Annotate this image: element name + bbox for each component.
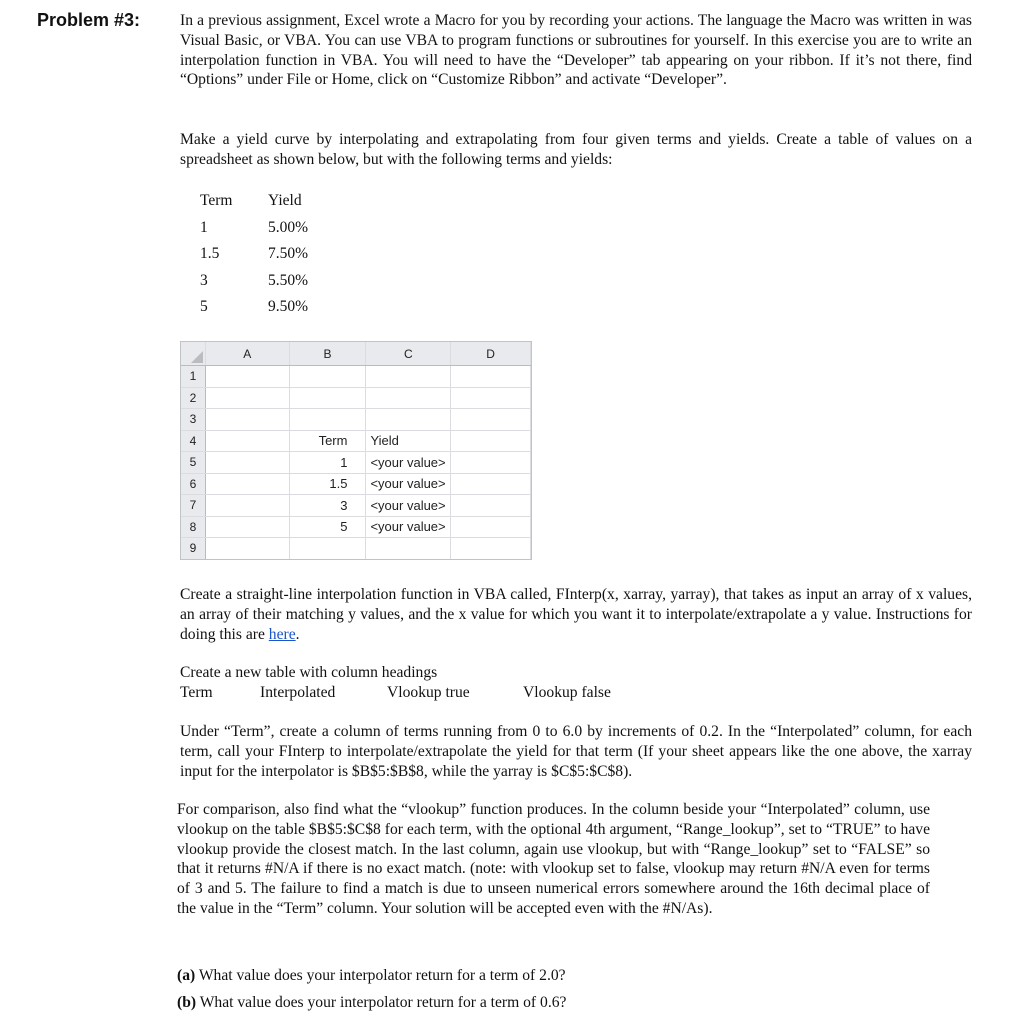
- row-number: 7: [181, 495, 205, 517]
- question-b-label: (b): [177, 994, 197, 1011]
- problem-intro: In a previous assignment, Excel wrote a Macro for you by recording your actions. The language the Macro was written in was Visual Basic, or VBA. You can use VBA to program functions or subroutines for yourself. In this exercise you are to write an interpolation function in VBA. You will need to have the “Developer” tab appearing on your ribbon. If it’s not there, find “Options” under File or Home, click on “Customize Ribbon” and activate “Developer”.: [180, 12, 972, 89]
- column-header-c: C: [366, 342, 451, 366]
- row-number: 2: [181, 387, 205, 409]
- row-number: 9: [181, 538, 205, 559]
- corner-triangle-icon: [191, 351, 203, 363]
- row-number: 5: [181, 452, 205, 474]
- heading-vlookup-true: Vlookup true: [387, 684, 470, 701]
- yield-term-cell: 1.5: [200, 245, 220, 263]
- spreadsheet-grid: [181, 342, 531, 559]
- row-number: 3: [181, 409, 205, 431]
- cell-yield: <your value>: [366, 495, 451, 517]
- select-all-corner: [181, 342, 205, 366]
- function-paragraph: [180, 585, 972, 644]
- cell-yield: <your value>: [366, 516, 451, 538]
- cell-term-header: Term: [289, 430, 366, 452]
- column-header-b: B: [289, 342, 366, 366]
- cell-yield-header: Yield: [366, 430, 451, 452]
- cell-term: 3: [289, 495, 366, 517]
- sheet-row: [181, 452, 531, 474]
- sheet-row: [181, 538, 531, 559]
- yield-table-header-term: Term: [200, 192, 233, 210]
- heading-vlookup-false: Vlookup false: [523, 684, 611, 701]
- yield-table-row: [200, 241, 308, 268]
- column-header-d: D: [451, 342, 531, 366]
- function-end: .: [295, 625, 300, 643]
- task-paragraph: Make a yield curve by interpolating and extrapolating from four given terms and yields. Create a table of values on a spreadsheet as shown below, but with the following terms and yields:: [180, 131, 972, 168]
- yield-table-row: [200, 268, 308, 295]
- heading-term: Term: [180, 684, 213, 701]
- term-paragraph: Under “Term”, create a column of terms running from 0 to 6.0 by increments of 0.2. In the “Interpolated” column, for each term, call your FInterp to interpolate/extrapolate the yield for that term (If your sheet appears like the one above, the xarray input for the interpolator is $B$5:$B$8, while the yarray is $C$5:$C$8).: [180, 723, 972, 780]
- vlookup-paragraph: For comparison, also find what the “vlookup” function produces. In the column beside your “Interpolated” column, use vlookup on the table $B$5:$C$8 for each term, with the optional 4th argument, “Range_lookup”, set to “TRUE” to have vlookup provide the closest match. In the last column, again use vlookup, but with “Range_lookup” set to “FALSE” so that it returns #N/A if there is no exact match. (note: with vlookup set to false, vlookup may return #N/A even for terms of 3 and 5. The failure to find a match is due to unseen numerical errors somewhere around the 16th decimal place of the value in the “Term” column. Your solution will be accepted even with the #N/As).: [177, 801, 930, 917]
- sheet-row: [181, 387, 531, 409]
- yield-table: [200, 188, 308, 321]
- problem-title: Problem #3:: [37, 10, 141, 30]
- cell-term: 1: [289, 452, 366, 474]
- sheet-row: [181, 516, 531, 538]
- yield-value-cell: 7.50%: [268, 245, 309, 263]
- yield-value-cell: 9.50%: [268, 298, 309, 316]
- function-text: Create a straight-line interpolation function in VBA called, FInterp(x, xarray, yarray), that takes as input an array of x values, an array of their matching y values, and the x value for which you want it to interpolate/extrapolate a y value. Instructions for doing this are: [180, 586, 972, 643]
- question-b-text: What value does your interpolator return for a term of 0.6?: [199, 994, 567, 1011]
- cell-yield: <your value>: [366, 452, 451, 474]
- cell-yield: <your value>: [366, 473, 451, 495]
- row-number: 1: [181, 366, 205, 388]
- yield-term-cell: 5: [200, 298, 208, 316]
- question-a-label: (a): [177, 967, 196, 984]
- sheet-row: [181, 366, 531, 388]
- yield-value-cell: 5.00%: [268, 218, 309, 236]
- yield-table-header-yield: Yield: [268, 192, 302, 210]
- yield-table-row: [200, 215, 308, 242]
- row-number: 4: [181, 430, 205, 452]
- question-a: [177, 967, 566, 985]
- cell-term: 5: [289, 516, 366, 538]
- yield-term-cell: 3: [200, 271, 208, 289]
- question-b: [177, 994, 566, 1012]
- new-table-intro: Create a new table with column headings: [180, 664, 438, 681]
- new-table-headings: [180, 683, 800, 703]
- yield-value-cell: 5.50%: [268, 271, 309, 289]
- sheet-row: [181, 430, 531, 452]
- sheet-row: [181, 495, 531, 517]
- heading-interpolated: Interpolated: [260, 684, 336, 701]
- question-a-text: What value does your interpolator return for a term of 2.0?: [198, 967, 566, 984]
- yield-table-row: [200, 294, 308, 321]
- cell-term: 1.5: [289, 473, 366, 495]
- yield-term-cell: 1: [200, 218, 208, 236]
- here-link[interactable]: here: [268, 625, 296, 643]
- spreadsheet-image: [180, 341, 532, 560]
- column-header-a: A: [205, 342, 289, 366]
- sheet-row: [181, 473, 531, 495]
- column-header-row: [181, 342, 531, 366]
- row-number: 8: [181, 516, 205, 538]
- sheet-row: [181, 409, 531, 431]
- row-number: 6: [181, 473, 205, 495]
- yield-table-header: [200, 188, 308, 215]
